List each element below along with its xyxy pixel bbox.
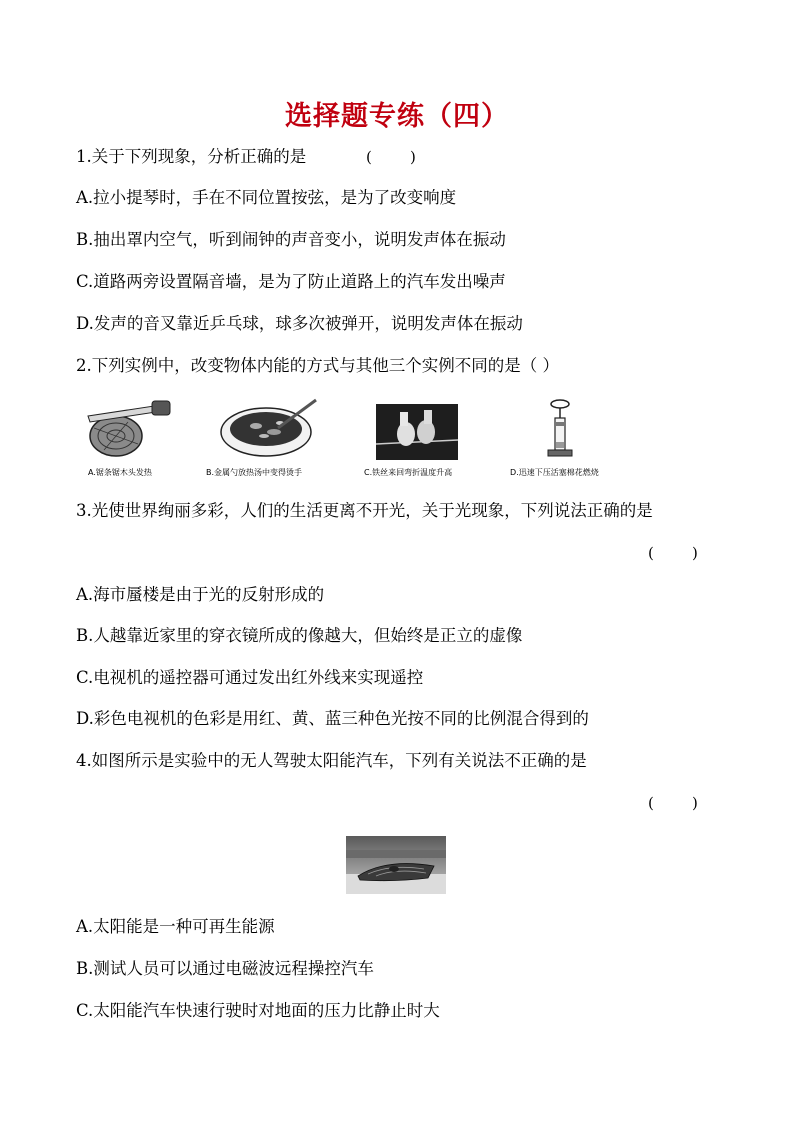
q2-caption-d: D.迅速下压活塞棉花燃烧 [510,468,599,477]
q1-answer-paren: ( ) [366,148,416,166]
q1-option-c: C.道路两旁设置隔音墙，是为了防止道路上的汽车发出噪声 [76,272,506,291]
q4-answer-paren: ( ) [648,794,698,812]
soup-bowl-figure [218,396,322,460]
q3-option-c: C.电视机的遥控器可通过发出红外线来实现遥控 [76,668,424,687]
saw-log-figure [84,398,176,460]
q3-answer-paren: ( ) [648,544,698,562]
q1-option-a: A.拉小提琴时，手在不同位置按弦，是为了改变响度 [76,188,457,207]
page-title: 选择题专练（四） [285,101,509,132]
q1-stem: 1.关于下列现象，分析正确的是 [76,147,307,166]
q4-option-a: A.太阳能是一种可再生能源 [76,917,275,936]
q4-option-b: B.测试人员可以通过电磁波远程操控汽车 [76,959,374,978]
q1-option-d: D.发声的音叉靠近乒乓球，球多次被弹开，说明发声体在振动 [76,314,523,333]
q2-caption-b: B.金属勺放热汤中变得烫手 [206,468,303,477]
q2-caption-c: C.铁丝来回弯折温度升高 [364,468,453,477]
q3-option-d: D.彩色电视机的色彩是用红、黄、蓝三种色光按不同的比例混合得到的 [76,709,589,728]
q3-option-a: A.海市蜃楼是由于光的反射形成的 [76,585,325,604]
q3-stem: 3.光使世界绚丽多彩，人们的生活更离不开光，关于光现象，下列说法正确的是 [76,501,653,520]
solar-car-photo [346,836,446,894]
q1-option-b: B.抽出罩内空气，听到闹钟的声音变小，说明发声体在振动 [76,230,506,249]
piston-cylinder-figure [540,398,580,460]
bending-wire-figure [376,404,458,460]
q3-option-b: B.人越靠近家里的穿衣镜所成的像越大，但始终是正立的虚像 [76,626,523,645]
q2-stem: 2.下列实例中，改变物体内能的方式与其他三个实例不同的是（ ） [76,356,559,375]
q4-option-c: C.太阳能汽车快速行驶时对地面的压力比静止时大 [76,1001,440,1020]
q4-stem: 4.如图所示是实验中的无人驾驶太阳能汽车，下列有关说法不正确的是 [76,751,587,770]
q2-caption-a: A.锯条锯木头发热 [88,468,152,477]
